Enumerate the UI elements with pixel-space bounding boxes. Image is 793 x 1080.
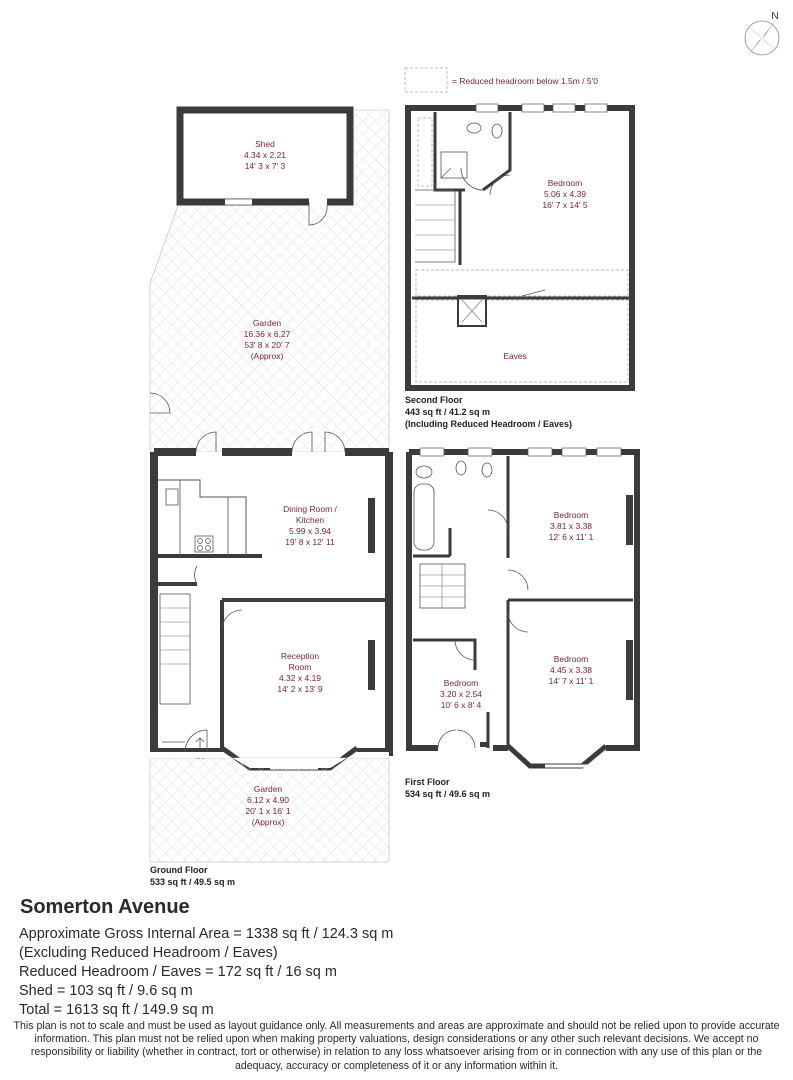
- area-summary: [18, 896, 778, 1020]
- second-floor-name: Second Floor: [405, 395, 463, 405]
- disclaimer: This plan is not to scale and must be used as layout guidance only. All measurements and areas are approximate and should not be relied upon to provide accurate information. This plan must not be relied upon when making property valuations, design considerations or any other such relevant decisions. We accept no responsibility or liability (whether in contract, tort or otherwise) in relation to any loss whatsoever arising from or in connection with any use of this plan or the adequacy, accuracy or completeness of it or any information within it.: [13, 1020, 780, 1072]
- bed-1-metric: 3.81 x 3.38: [549, 521, 593, 531]
- eaves-name: Eaves: [503, 351, 527, 361]
- legend-text: = Reduced headroom below 1.5m / 5'0: [452, 76, 598, 86]
- shed-name: Shed: [255, 139, 275, 149]
- bed-top-name: Bedroom: [547, 178, 583, 188]
- shed-imperial: 14' 3 x 7' 3: [244, 161, 286, 171]
- front-garden-name: Garden: [253, 784, 283, 794]
- first-floor-plan: [408, 448, 637, 766]
- reduced-area: Reduced Headroom / Eaves = 172 sq ft / 16 sq m: [19, 964, 337, 980]
- bed-1-name: Bedroom: [553, 510, 589, 520]
- bed-2-name: Bedroom: [553, 654, 589, 664]
- ground-floor-area: 533 sq ft / 49.5 sq m: [150, 877, 236, 887]
- second-floor-area: 443 sq ft / 41.2 sq m: [405, 407, 491, 417]
- legend: [405, 68, 598, 92]
- dining-name1: Dining Room /: [283, 504, 337, 514]
- rear-garden-name: Garden: [252, 318, 282, 328]
- reception-metric: 4.32 x 4.19: [278, 673, 322, 683]
- bed-3-name: Bedroom: [443, 678, 479, 688]
- rear-garden-note: (Approx): [250, 351, 284, 361]
- bed-2-metric: 4.45 x 3.38: [549, 665, 593, 675]
- dining-metric: 5.99 x 3.94: [288, 526, 332, 536]
- dining-imperial: 19' 8 x 12' 11: [285, 537, 335, 547]
- shed-area: Shed = 103 sq ft / 9.6 sq m: [19, 983, 193, 999]
- second-floor-note: (Including Reduced Headroom / Eaves): [405, 419, 573, 429]
- reception-imperial: 14' 2 x 13' 9: [277, 684, 323, 694]
- reception-name2: Room: [288, 662, 312, 672]
- total-area: Total = 1613 sq ft / 149.9 sq m: [19, 1002, 214, 1018]
- compass-icon: [744, 11, 780, 56]
- compass-north-label: N: [771, 11, 779, 22]
- gross-area: Approximate Gross Internal Area = 1338 sq ft / 124.3 sq m: [19, 926, 394, 942]
- legend-swatch: [405, 68, 447, 92]
- rear-garden-imperial: 53' 8 x 20' 7: [244, 340, 290, 350]
- bed-2-imperial: 14' 7 x 11' 1: [548, 676, 594, 686]
- bed-3-imperial: 10' 6 x 8' 4: [440, 700, 482, 710]
- dining-name2: Kitchen: [295, 515, 325, 525]
- first-floor-name: First Floor: [405, 777, 450, 787]
- front-garden-note: (Approx): [251, 817, 285, 827]
- bed-top-imperial: 16' 7 x 14' 5: [542, 200, 588, 210]
- bed-top-metric: 5.06 x 4.39: [543, 189, 587, 199]
- reception-name1: Reception: [280, 651, 320, 661]
- first-floor-area: 534 sq ft / 49.6 sq m: [405, 789, 491, 799]
- bed-3-metric: 3.20 x 2.54: [439, 689, 483, 699]
- ground-floor-name: Ground Floor: [150, 865, 208, 875]
- excluding-note: (Excluding Reduced Headroom / Eaves): [19, 945, 278, 961]
- ground-floor-plan: [150, 432, 389, 768]
- front-garden-metric: 6.12 x 4.90: [246, 795, 290, 805]
- second-floor-plan: [408, 104, 632, 388]
- rear-garden-metric: 16.36 x 6.27: [243, 329, 291, 339]
- bed-1-imperial: 12' 6 x 11' 1: [548, 532, 594, 542]
- front-garden-imperial: 20' 1 x 16' 1: [245, 806, 291, 816]
- property-title: Somerton Avenue: [20, 896, 190, 918]
- shed-metric: 4.34 x 2.21: [243, 150, 287, 160]
